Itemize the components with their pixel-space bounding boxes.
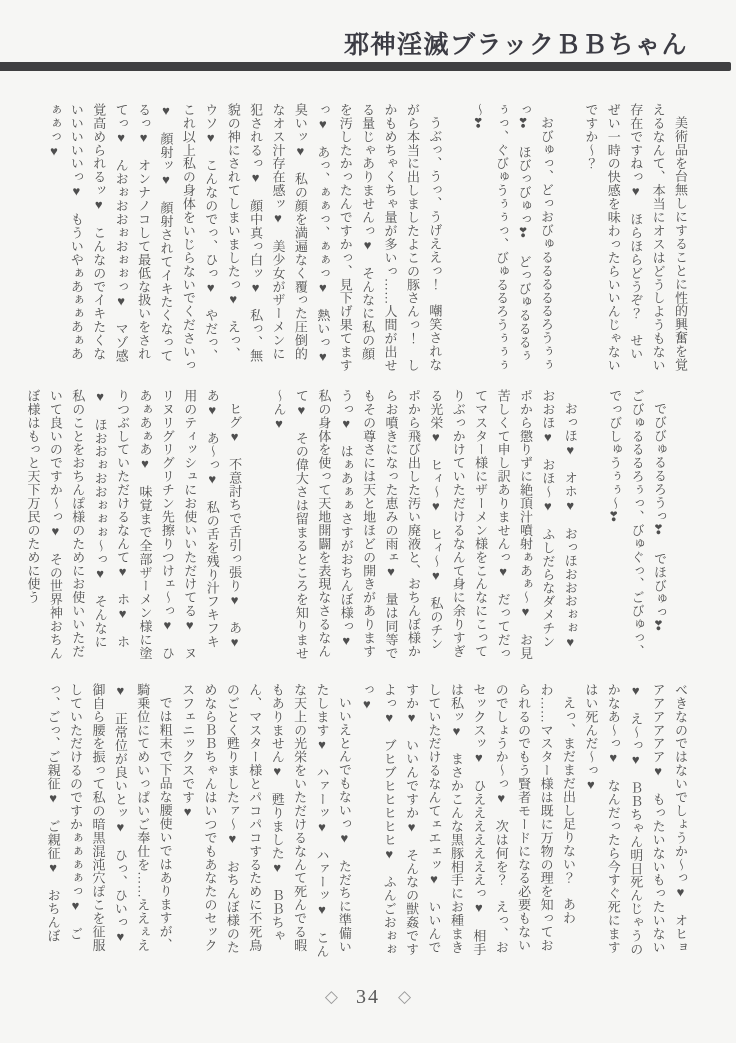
page-footer: [0, 987, 736, 1007]
text-band-2: [25, 389, 670, 664]
paragraph: えっ、まだまだ出し足りない？ あわわ……マスター様は既に万物の理を知っておられるのでもう賢者モードになる必要もないのでしょうか～っ♥ 次は何を？ えっ、おセックスッ♥ ひえええええええっ♥ 相手は私ッ♥ まさかこんな黒豚相手にお種まきしていただけるなんてェエェッ♥ いいんですか♥ いいんですか♥ そんなの獣姦ですよっ♥ ブヒブヒヒヒヒヒ♥ ふんごおぉぉっ♥: [359, 683, 576, 956]
paragraph: うぶっ、うっ、うげええっ！ 嘲笑されながら本当に出しましたよこの豚さんっ！ しかもめちゃくちゃ量が多いっ……人間が出せる量じゃありませんっ♥ そんなに私の顔を汚したかったんですかっ、見下げ果てますっ♥ あっ、ぁぁっ、ぁぁっ♥ 熱いっ♥ 臭いッ♥ 私の顔を満遍なく覆った圧倒的なオス汁存在感ッ♥ 美少女がザーメンに犯されるっ♥ 顔中真っ白ッ♥ 私っ、無貌の神にされてしまいましたっ♥ えっ、ウソ♥ こんなのでっ、ひっ♥ やだっ、これ以上私の身体をいじらないでくださいっ♥ 顔射ッ♥ 顔射されてイキたくなってるっ♥ オンナノコして最低な扱いをされてっ♥ んおぉおおぉおぉぉっ♥ マゾ感覚高められるッ♥ こんなのでイキたくないいいいいっ♥ もういやぁあぁぁあぁあぁぁっ♥: [46, 103, 443, 379]
header-divider-bar: [0, 62, 731, 71]
paragraph: いいえとんでもないっ♥ ただちに準備いたします♥ ハァーッ♥ ハァーッ♥ こんな天上の光栄をいただけるなんて死んでる暇もありません♥ 甦りました♥ ＢＢちゃん、マスター様とパコパコするために不死鳥のごとく甦りましたァ～♥ おちんぼ様のためならＢＢちゃんはいつでもあなたのセックスフェニックスです♥: [180, 683, 352, 958]
page-title: 邪神淫滅ブラックＢＢちゃん: [343, 32, 688, 59]
paragraph: おっほ♥ オホ♥ おっほおおおぉぉ♥ おおほ♥ おほ～♥ ふしだらなダメチンポから懲りずに絶頂汁噴射ぁあぁ～♥ お見苦しくて申し訳ありませんっ♥ だってだってマスター様にザーメン様をこんなにこってりぶっかけていただけるなんて身に余りすぎる光栄♥ ヒィ～♥ ヒィ～♥ 私のチンポから飛び出した汚い廃液と、おちんぼ様からお噴きになった恵みの雨ェ♥ 量は同等でもその尊さには天と地ほどの開きがありますうっ♥ はぁあぁぁさすがおちんぼ様っ♥ 私の身体を使って天地開闢を表現なさるなんて♥ その偉大さは留まるところを知りませ～ん♥: [271, 389, 578, 664]
paragraph: 美術品を台無しにすることに性的興奮を覚えるなんて、本当にオスはどうしようもない存在ですねっ♥ ほらほらどうぞ？ せいぜい一時の快感を味わったらいいんじゃないですか～？: [583, 103, 688, 372]
text-band-3: [26, 683, 691, 964]
paragraph: ヒグ♥ 不意討ちで舌引っ張り♥ あ♥ あ♥ あ～っ♥ 私の舌を残り汁フキフキ用のティッシュにお使いいただけてる♥ ヌリヌリグリグリチン先擦りつけェ～っ♥ ひあぁあぁあ♥ 味覚まで全部ザーメン様に塗りつぶしていただけるなんて♥ ホ♥ ホ♥ ほおおぉおおぉぉぉ～っ♥ そんなに私のことをおちんぽ様のためにお使いいただいて良いのですか～っ♥ その世界神おちんぼ様はもっと天下万民のために使う: [25, 389, 243, 664]
paragraph: おびゅっ、どっおびゅるるるるるろうぅぅっ❣ ほびっびゅっ❣ どっびゅるるるぅぅっ、ぐびゅうぅぅっ、びゅるるろうぅぅぅ～❣: [471, 103, 554, 372]
paragraph: べきなのではないでしょうか～っ♥ オヒョアアアアアア♥ もったいないもったいない♥ え～っ♥ ＢＢちゃん明日死んじゃうのかなあ～っ♥ なんだったら今すぐ死にますはい死んだ～っ♥: [583, 683, 688, 956]
page-number: 34: [356, 986, 380, 1008]
paragraph: でびびゅるるろうっ❣ でほびゅっ❣ ごびゅるるるろぅっ、びゅぐっ、ごびゅっ、でっびしゅうぅぅ～❣: [607, 389, 667, 658]
diamond-ornament-left: ◇: [324, 986, 338, 1007]
diamond-ornament-right: ◇: [398, 986, 412, 1007]
paragraph: では粗末で下品な腰使いではありますが、騎乗位にてめいっぱいご奉仕を……ええぇえ♥ 正常位が良いとッ♥ ひっ、ひいっ♥ 御自ら腰を振って私の暗黒混沌穴ぽこを征服していただけるのですかぁぁぁぁっ♥ ごっ、ごっ、ご親征♥ ご親征♥ おちんぼ: [45, 683, 173, 959]
text-band-1: [26, 103, 691, 379]
